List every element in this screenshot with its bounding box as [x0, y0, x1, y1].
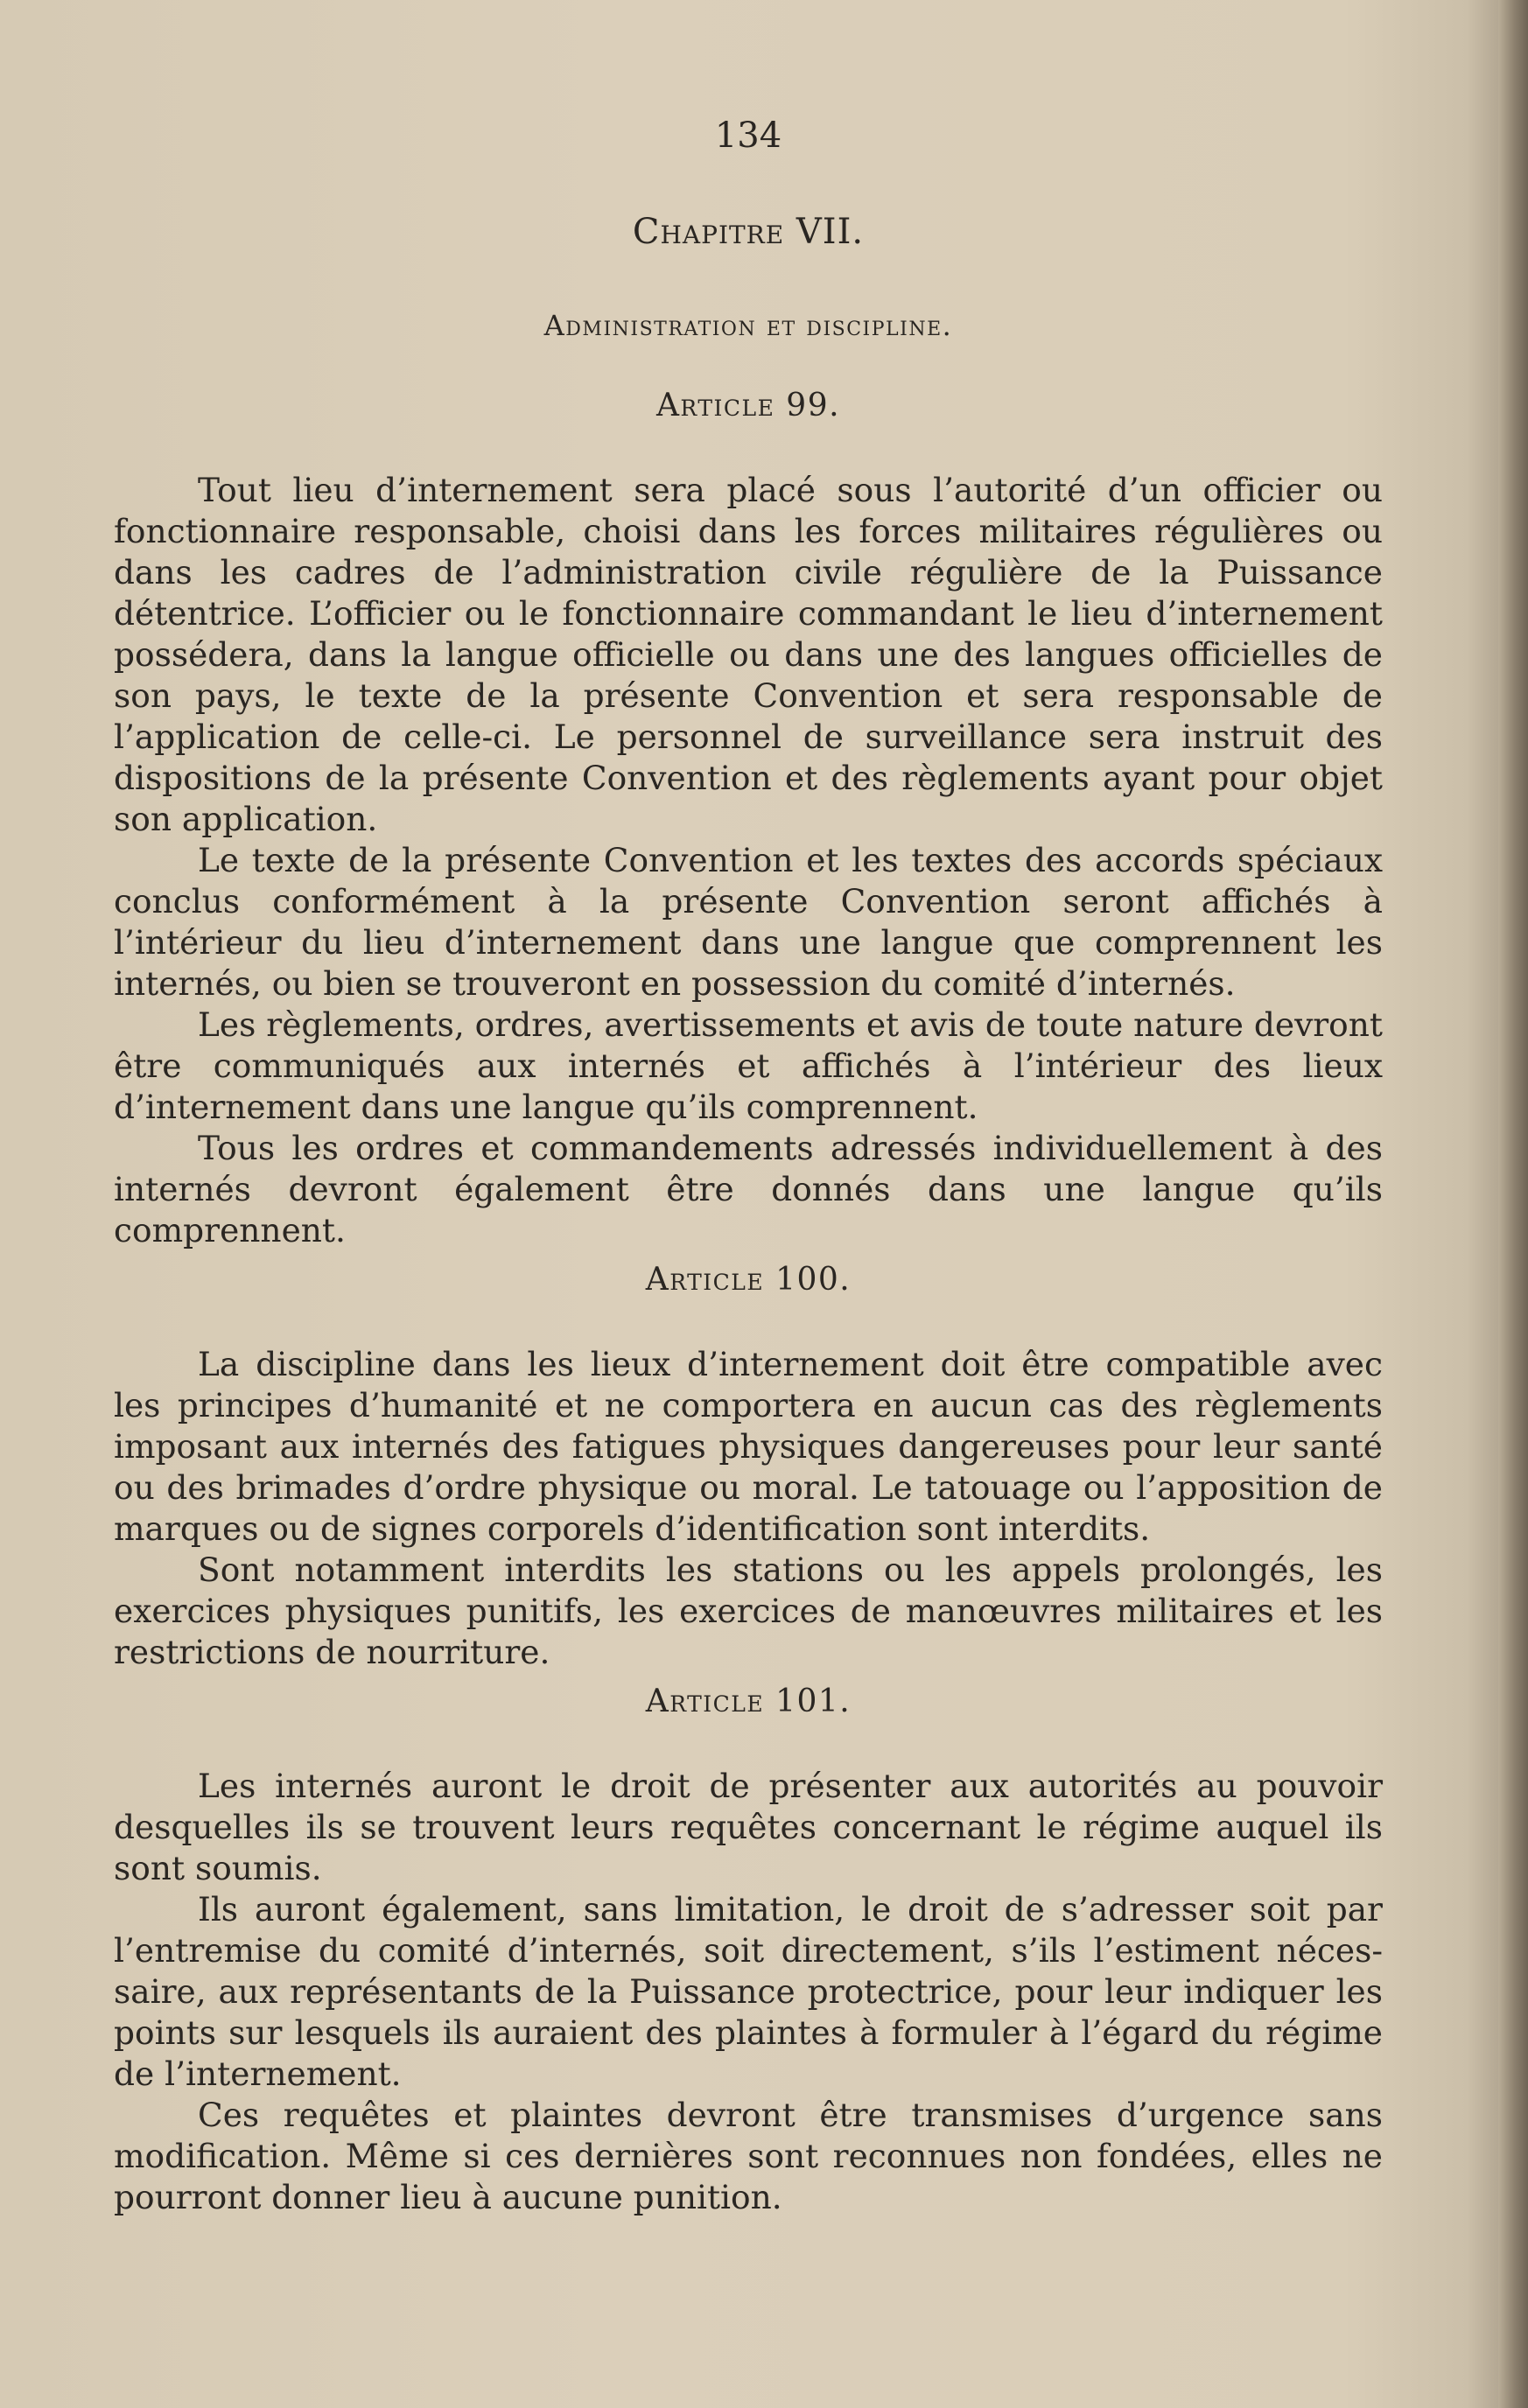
book-spine-shadow [1498, 0, 1528, 2408]
paragraph: Ces requêtes et plaintes devront être transmises d’urgence sans modification. Même si ces dernières sont reconnues non fondées, elles ne pourront donner lieu à aucune punition. [114, 2096, 1383, 2216]
paragraph: La discipline dans les lieux d’internement doit être compatible avec les principes d’humanité et ne comportera en aucun cas des règlements imposant aux internés des fatigues physiques dangereuses pour leur santé ou des brimades d’ordre physique ou moral. Le tatouage ou l’apposition de marques ou de signes corporels d’identification sont interdits. [114, 1345, 1383, 1548]
paragraph: Les règlements, ordres, avertissements et avis de toute nature devront être communiqués aux internés et affichés à l’intérieur des lieux d’internement dans une langue qu’ils comprennent. [114, 1005, 1383, 1126]
article-heading: Article 99. [655, 388, 841, 424]
article-99 [114, 384, 1383, 1251]
paragraph: Les internés auront le droit de présenter aux autorités au pouvoir desquelles ils se trouvent leurs requêtes concernant le régime auquel ils sont soumis. [114, 1767, 1383, 1887]
page-content [114, 109, 1383, 2225]
section-title: Administration et discipline. [543, 309, 953, 342]
page-number: 134 [714, 116, 782, 156]
article-100 [114, 1258, 1383, 1673]
article-heading: Article 100. [645, 1262, 852, 1298]
paragraph: Sont notamment interdits les stations ou les appels prolongés, les exercices physiques punitifs, les exercices de manœuvres militaires et les restrictions de nourriture. [114, 1550, 1383, 1671]
paragraph: Tout lieu d’internement sera placé sous l’autorité d’un officier ou fonctionnaire responsable, choisi dans les forces militaires régulières ou dans les cadres de l’administration civile régulière de la Puissance détentrice. L’officier ou le fonctionnaire commandant le lieu d’internement possédera, dans la langue officielle ou dans une des langues officielles de son pays, le texte de la présente Convention et sera responsable de l’application de celle-ci. Le personnel de surveillance sera instruit des dispositions de la présente Convention et des règlements ayant pour objet son application. [114, 471, 1383, 838]
paragraph: Le texte de la présente Convention et les textes des accords spéciaux conclus conformément à la présente Convention seront affichés à l’intérieur du lieu d’internement dans une langue que comprennent les internés, ou bien se trouveront en possession du comité d’internés. [114, 841, 1383, 1003]
paragraph: Ils auront également, sans limitation, le droit de s’adresser soit par l’entremise du comité d’internés, soit directement, s’ils l’estiment nécessaire, aux représentants de la Puissance protectrice, pour leur indiquer les points sur lesquels ils auraient des plaintes à formuler à l’égard du régime de l’internement. [114, 1890, 1383, 2093]
chapter-title: Chapitre VII. [632, 212, 865, 252]
paragraph: Tous les ordres et commandements adressés individuellement à des internés devront également être donnés dans une langue qu’ils comprennent. [114, 1129, 1383, 1250]
article-101 [114, 1680, 1383, 2218]
article-heading: Article 101. [645, 1684, 852, 1719]
